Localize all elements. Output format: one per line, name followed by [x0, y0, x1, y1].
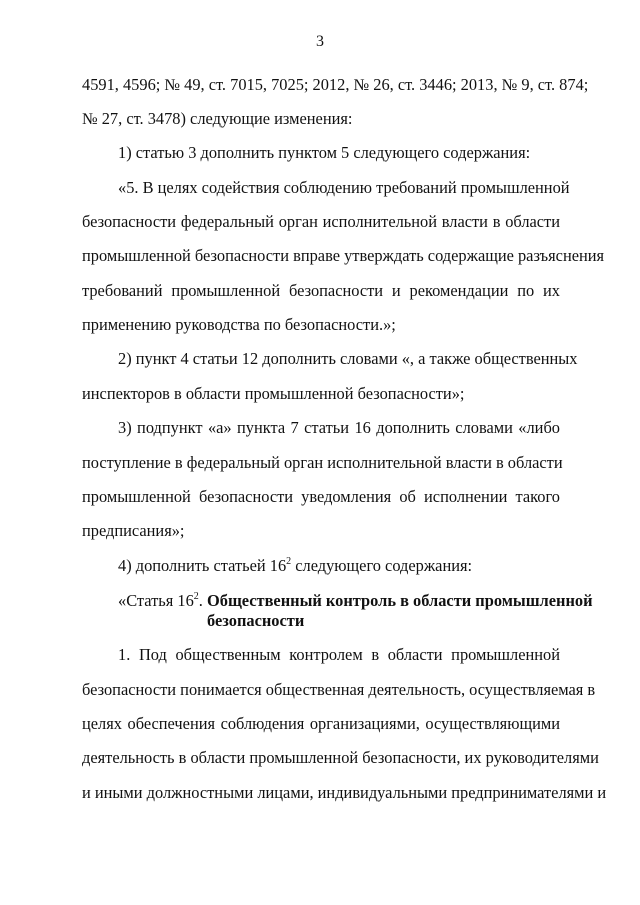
- page-number: 3: [316, 33, 324, 50]
- text-line: предписания»;: [82, 521, 185, 540]
- list-item-4: [118, 556, 560, 576]
- article-superscript: 2: [193, 591, 199, 602]
- list-item-4-text: 4) дополнить статьей 16: [118, 556, 287, 575]
- article-title-continued: безопасности: [207, 611, 305, 630]
- article-paragraph-line: и иными должностными лицами, индивидуальными предпринимателями и: [82, 783, 607, 802]
- article-title: Общественный контроль в области промышленной: [207, 591, 593, 610]
- quote-line: промышленной безопасности вправе утверждать содержащие разъяснения: [82, 246, 605, 265]
- text-line: инспекторов в области промышленной безопасности»;: [82, 384, 465, 403]
- article-paragraph-line: 1. Под общественным контролем в области промышленной: [118, 645, 560, 664]
- list-item-3: 3) подпункт «а» пункта 7 статьи 16 дополнить словами «либо: [118, 418, 560, 437]
- list-item-4-text-end: следующего содержания:: [291, 556, 473, 575]
- article-label-text: «Статья 16: [118, 591, 194, 610]
- article-paragraph-line: деятельность в области промышленной безопасности, их руководителями: [82, 748, 599, 767]
- superscript: 2: [286, 556, 292, 567]
- article-label: [118, 591, 203, 611]
- text-line: № 27, ст. 3478) следующие изменения:: [82, 109, 353, 128]
- article-paragraph-line: безопасности понимается общественная деятельность, осуществляемая в: [82, 680, 596, 699]
- text-line: промышленной безопасности уведомления об исполнении такого: [82, 487, 560, 506]
- article-paragraph-line: целях обеспечения соблюдения организациями, осуществляющими: [82, 714, 560, 733]
- text-line: 4591, 4596; № 49, ст. 7015, 7025; 2012, № 26, ст. 3446; 2013, № 9, ст. 874;: [82, 75, 589, 94]
- quote-line: применению руководства по безопасности.»;: [82, 315, 396, 334]
- quote-line: требований промышленной безопасности и рекомендации по их: [82, 281, 560, 300]
- quote-line: «5. В целях содействия соблюдению требований промышленной: [118, 178, 570, 197]
- list-item-2: 2) пункт 4 статьи 12 дополнить словами «, а также общественных: [118, 349, 578, 368]
- list-item-1: 1) статью 3 дополнить пунктом 5 следующего содержания:: [118, 143, 531, 162]
- text-line: поступление в федеральный орган исполнительной власти в области: [82, 453, 563, 472]
- quote-line: безопасности федеральный орган исполнительной власти в области: [82, 212, 560, 231]
- article-label-dot: .: [198, 591, 203, 610]
